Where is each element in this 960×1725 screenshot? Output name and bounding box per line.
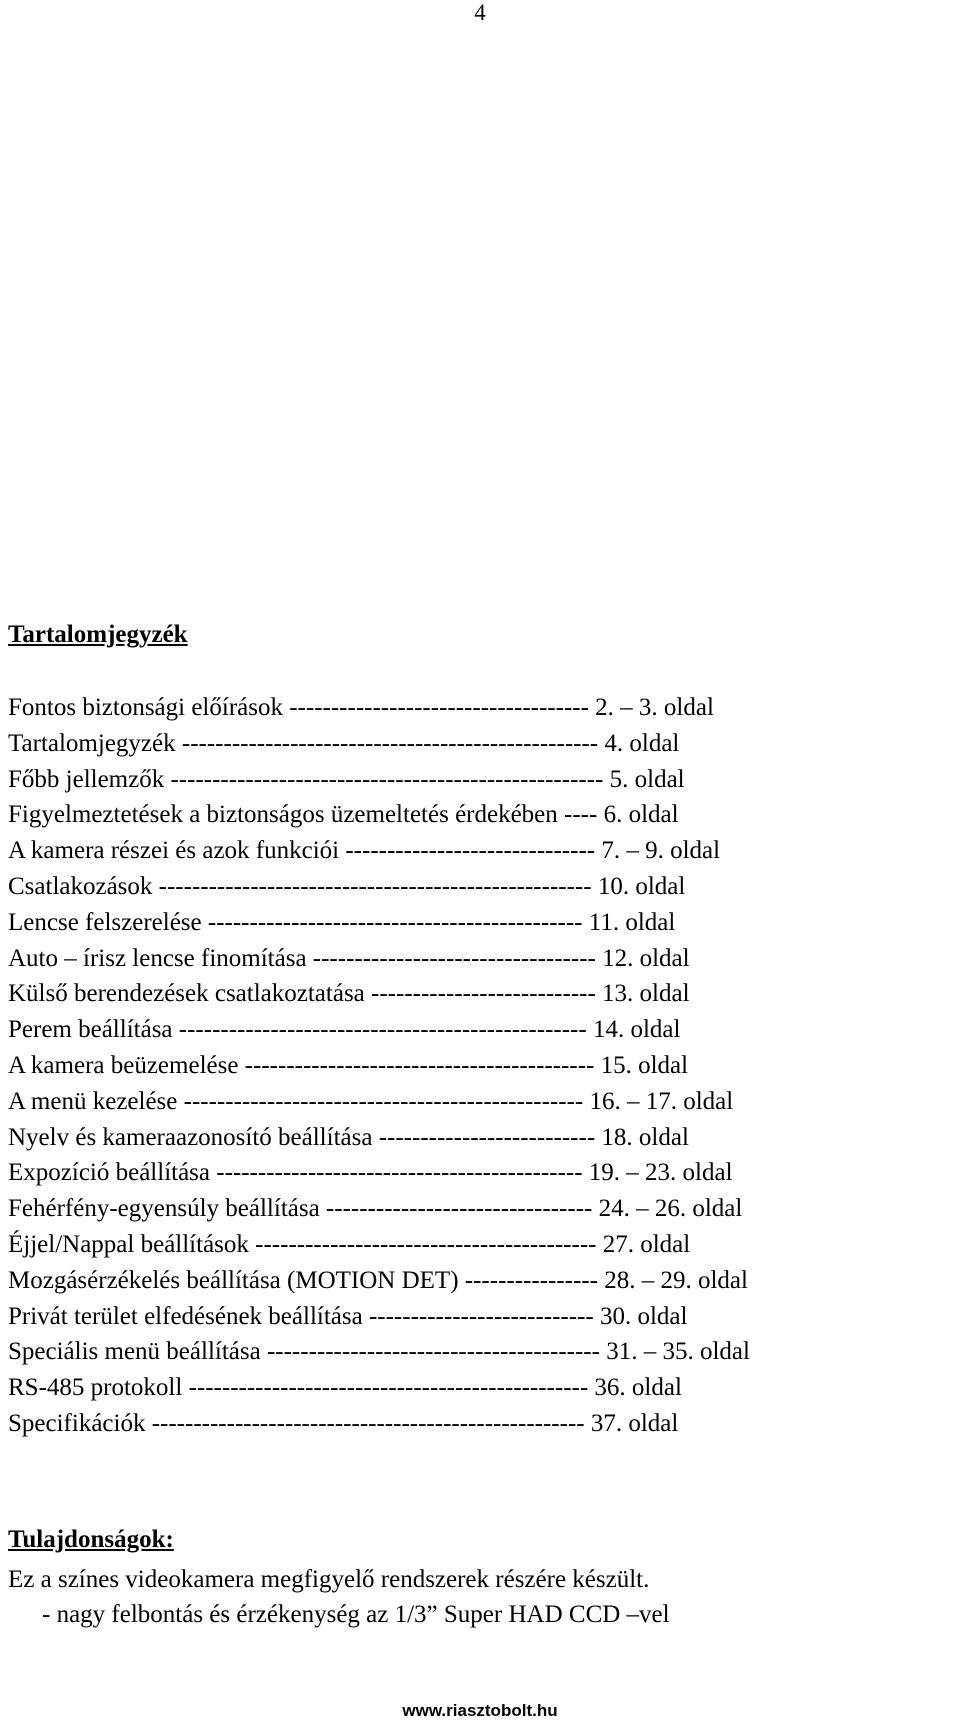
toc-entry: Nyelv és kameraazonosító beállítása -------------------------- 18. oldal: [8, 1123, 689, 1151]
properties-intro: Ez a színes videokamera megfigyelő rendszerek részére készült.: [8, 1566, 650, 1593]
toc-entry: Speciális menü beállítása ---------------------------------------- 31. – 35. oldal: [8, 1338, 750, 1366]
toc-entry: Tartalomjegyzék -------------------------------------------------- 4. oldal: [8, 729, 680, 757]
toc-entry: Csatlakozások ---------------------------------------------------- 10. oldal: [8, 872, 686, 900]
toc-entry: Főbb jellemzők ---------------------------------------------------- 5. oldal: [8, 765, 685, 793]
toc-entry: Mozgásérzékelés beállítása (MOTION DET) ---------------- 28. – 29. oldal: [8, 1266, 748, 1294]
toc-title: Tartalomjegyzék: [8, 621, 188, 648]
toc-entry: Figyelmeztetések a biztonságos üzemeltetés érdekében ---- 6. oldal: [8, 801, 679, 829]
toc-entry: Éjjel/Nappal beállítások ----------------------------------------- 27. oldal: [8, 1230, 691, 1258]
toc-entry: Fontos biztonsági előírások ------------------------------------ 2. – 3. oldal: [8, 694, 714, 721]
properties-bullet: - nagy felbontás és érzékenység az 1/3” Super HAD CCD –vel: [42, 1601, 670, 1628]
toc-entry: Külső berendezések csatlakoztatása --------------------------- 13. oldal: [8, 980, 690, 1008]
properties-title: Tulajdonságok:: [8, 1526, 174, 1553]
toc-entry: Fehérfény-egyensúly beállítása -------------------------------- 24. – 26. oldal: [8, 1195, 743, 1223]
footer-url[interactable]: www.riasztobolt.hu: [402, 1701, 558, 1720]
page-number: 4: [474, 0, 486, 25]
toc-entry: A menü kezelése ------------------------------------------------ 16. – 17. oldal: [8, 1087, 734, 1115]
toc-entry: A kamera beüzemelése ------------------------------------------ 15. oldal: [8, 1051, 689, 1079]
toc-entry: Privát terület elfedésének beállítása --------------------------- 30. oldal: [8, 1302, 688, 1330]
toc-list: [8, 690, 958, 1442]
toc-entry: Auto – írisz lencse finomítása ---------------------------------- 12. oldal: [8, 944, 690, 972]
toc-entry: Specifikációk ---------------------------------------------------- 37. oldal: [8, 1409, 679, 1437]
toc-entry: Perem beállítása ------------------------------------------------- 14. oldal: [8, 1016, 681, 1044]
toc-entry: Expozíció beállítása -------------------------------------------- 19. – 23. oldal: [8, 1159, 733, 1187]
toc-entry: Lencse felszerelése --------------------------------------------- 11. oldal: [8, 908, 676, 936]
toc-entry: A kamera részei és azok funkciói ------------------------------ 7. – 9. oldal: [8, 837, 721, 865]
toc-entry: RS-485 protokoll ------------------------------------------------ 36. oldal: [8, 1374, 682, 1402]
